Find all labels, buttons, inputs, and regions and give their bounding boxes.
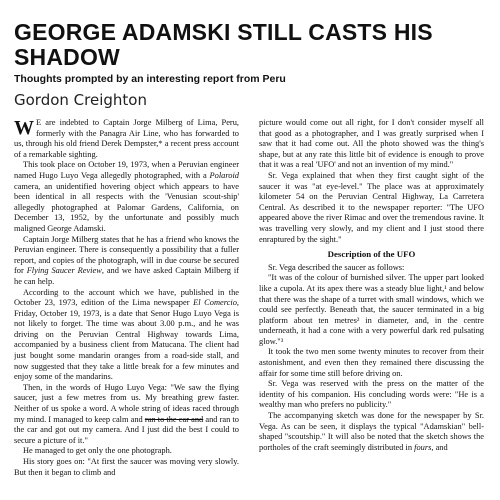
paragraph-text: It took the two men some twenty minutes to recover from their astonishment, and even then they remained there discussing the affair for some time still before driving on. [259, 347, 484, 378]
paragraph-text: He managed to get only the one photograph. [23, 446, 172, 456]
paragraph-text: "It was of the colour of burnished silver. The upper part looked like a cupola. At its apex there was a steady blue light,¹ and below that there was the shape of a turret with small windows, which we could see perfectly. Beneath that, the saucer terminated in a big platform about ten metres² in diameter, and, in the centre underneath, it had a cone with a very powerful dark red pulsating glow."³ [259, 273, 484, 346]
paragraph-text: The accompanying sketch was done for the newspaper by Sr. Vega. As can be seen, it displays the typical "Adamskian" bell-shaped "scoutship." It will also be noted that the sketch shows the portholes of the craft seemingly distributed in [259, 411, 484, 452]
paragraph-text: Captain Jorge Milberg states that he has a friend who knows the Peruvian engineer. There is consequently a possibility that a fuller report, and copies of the photograph, will in due course be secured for [14, 234, 239, 276]
italic-text: Flying Saucer Review [26, 266, 102, 276]
paragraph-text: , and [431, 442, 448, 452]
article-author: Gordon Creighton [14, 91, 147, 109]
paragraph [14, 235, 239, 288]
paragraph [14, 457, 239, 478]
paragraph [259, 263, 484, 274]
italic-text: El Comercio [193, 298, 237, 308]
paragraph-text: His story goes on: "At first the saucer was moving very slowly. But then it began to climb and [14, 457, 239, 477]
paragraph-text: picture would come out all right, for I don't consider myself all that good as a photographer, and I was greatly surprised when I saw that it had come out. All the photo showed was the thing's shape, but at any rate this little bit of evidence is enough to prove that it was a real 'UFO' and not an invention of my mind." [259, 118, 484, 170]
paragraph-text: Sr. Vega described the saucer as follows: [268, 262, 405, 272]
italic-text: Polaroid [209, 170, 239, 180]
paragraph [14, 288, 239, 383]
italic-text: fours [414, 442, 432, 452]
drop-cap: W [14, 118, 34, 139]
paragraph-text: , and we have asked Captain Milberg if he can help. [14, 266, 239, 286]
paragraph-text: This took place on October 19, 1973, when a Peruvian engineer named Hugo Luyo Vega allegedly photographed, with a [14, 160, 239, 180]
paragraph [14, 160, 239, 234]
paragraph-text: camera, an unidentified hovering object which appears to have been identical in all respects with the 'Venusian scout-ship' allegedly photographed at Palomar Gardens, California, on December 13, 1952, by the unfortunate and possibly much maligned George Adamski. [14, 181, 239, 233]
paragraph [259, 118, 484, 171]
left-column [14, 118, 239, 500]
paragraph [14, 383, 239, 447]
section-heading: Description of the UFO [327, 249, 416, 260]
paragraph-text: Then, in the words of Hugo Luyo Vega: "We saw the flying saucer, just a few metres from us. My breathing grew faster. Neither of us spoke a word. A whole string of ideas raced through my mind. I managed to keep calm and [14, 382, 239, 424]
paragraph-text: and ran to the car and got out my camera. And I just did the best I could to secure a picture of it." [14, 414, 239, 445]
paragraph-text: E are indebted to Captain Jorge Milberg of Lima, Peru, formerly with the Panagra Air Line, who has forwarded to us, through his old friend Derek Dempster,* a recent press account of a remarkable sighting. [14, 118, 239, 159]
paragraph-text: Sr. Vega explained that when they first caught sight of the saucer it was "at eye-level." The place was at approximately kilometer 54 on the Peruvian Central Highway, La Carretera Central. As described it to the newspaper reporter: "The UFO appeared above the river Rimac and over the tremendous ravine. It was travelling very slowly, and my client and I just stood there enraptured by the sight." [259, 170, 484, 244]
struck-text: ran to the car and [144, 414, 204, 424]
paragraph [259, 411, 484, 453]
paragraph [14, 446, 239, 457]
paragraph [259, 273, 484, 347]
paragraph [259, 171, 484, 245]
article-title: GEORGE ADAMSKI STILL CASTS HIS SHADOW [14, 19, 433, 70]
right-column [259, 118, 484, 500]
paragraph-text: Sr. Vega was reserved with the press on the matter of the identity of his companion. His concluding words were: "He is a wealthy man who prefers no publicity." [259, 379, 484, 410]
paragraph [259, 347, 484, 379]
paragraph-text: , Friday, October 19, 1973, is a date that Senor Hugo Luyo Vega is not likely to forget. The time was about 3.00 p.m., and he was driving on the Peruvian Central Highway towards Lima, accompanied by a business client from Matucana. The client had just bought some mandarin oranges from a road-side stall, and now suggested that they take a little break for a few minutes and enjoy some of the mandarins. [14, 298, 239, 382]
paragraph [14, 118, 239, 160]
paragraph-text: According to the account which we have, published in the October 23, 1973, edition of the Lima newspaper [14, 287, 239, 308]
article-subtitle: Thoughts prompted by an interesting report from Peru [14, 73, 286, 85]
paragraph [259, 379, 484, 411]
